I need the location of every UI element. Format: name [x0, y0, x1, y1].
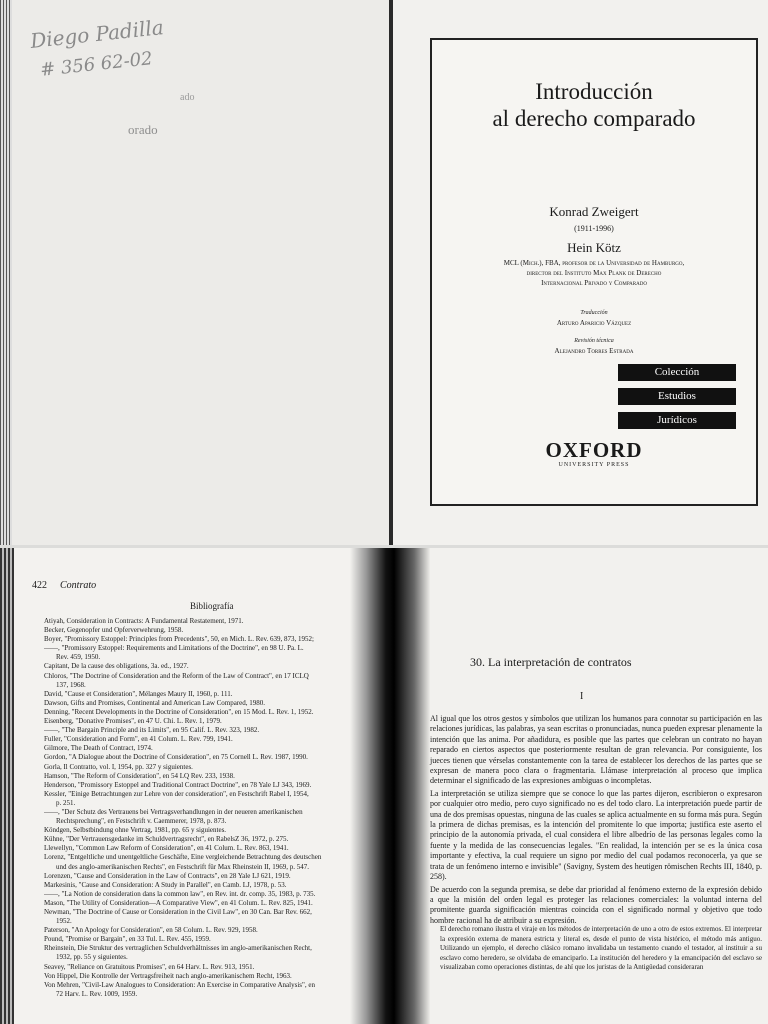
translation-label: Traducción	[580, 310, 608, 316]
bibliography-entry: Rheinstein, Die Struktur des vertraglichen Schuldverhältnisses im anglo-amerikanischen Recht,	[44, 944, 312, 953]
author-1-years: (1911-1996)	[574, 224, 614, 233]
book-title-line-1: Introducción	[535, 79, 653, 104]
bibliography-entry: Capitant, De la cause des obligations, 3a. ed., 1927.	[44, 662, 189, 671]
bibliography-entry: ——, "La Notion de consideration dans la common law", en Rev. int. dr. comp. 35, 1983, p. 735.	[44, 889, 316, 898]
bibliography-entry: 1952.	[56, 917, 72, 926]
bibliography-list	[44, 617, 354, 999]
bibliography-entry: Chloros, "The Doctrine of Consideration and the Reform of the Law of Contract", en 17 ICLQ	[44, 671, 309, 680]
handwritten-code: # 356 62-02	[39, 48, 154, 81]
book-title-line-2: al derecho comparado	[492, 106, 696, 131]
bibliography-entry: Paterson, "An Apology for Consideration", en 58 Colum. L. Rev. 929, 1958.	[44, 926, 258, 935]
reviewer-name: Alejandro Torres Estrada	[554, 347, 634, 355]
bibliography-entry: Henderson, "Promissory Estoppel and Traditional Contract Doctrine", en 78 Yale LJ 343, 1969.	[44, 780, 312, 789]
bibliography-entry: Von Hippel, Die Kontrolle der Vertragsfreiheit nach anglo-amerikanischem Recht, 1963.	[44, 971, 292, 980]
bibliography-entry: Seavey, "Reliance on Gratuitous Promises", en 64 Harv. L. Rev. 913, 1951.	[44, 962, 255, 971]
bibliography-entry: Becker, Gegenopfer und Opferverwehrung, 1958.	[44, 626, 184, 635]
collection-bar-1: Colección	[618, 364, 736, 381]
bibliography-entry: Fuller, "Consideration and Form", en 41 Colum. L. Rev. 799, 1941.	[44, 735, 233, 744]
bibliography-entry: Rev. 459, 1950.	[56, 653, 101, 662]
bibliography-entry: und des anglo-amerikanischen Rechts", en Festschrift für Max Rheinstein II, 1969, p. 547.	[56, 862, 310, 871]
publisher-logo: OXFORD	[545, 438, 643, 462]
faded-stamp-1: ado	[180, 92, 195, 103]
bibliography-entry: Rechtsprechung", en Festschrift v. Caemmerer, 1978, p. 873.	[56, 817, 227, 826]
publisher-subtitle: UNIVERSITY PRESS	[558, 462, 630, 468]
faded-stamp-2: orado	[128, 122, 158, 137]
bibliography-entry: Mason, "The Utility of Consideration—A Comparative View", en 41 Colum. L. Rev. 825, 1941.	[44, 898, 313, 907]
handwritten-owner-name: Diego Padilla	[29, 15, 165, 53]
bibliography-entry: Llewellyn, "Common Law Reform of Consideration", en 41 Colum. L. Rev. 863, 1941.	[44, 844, 289, 853]
bibliography-entry: Atiyah, Consideration in Contracts: A Fundamental Restatement, 1971.	[44, 617, 244, 625]
title-page-frame	[430, 38, 758, 506]
bibliography-entry: Gilmore, The Death of Contract, 1974.	[44, 744, 153, 753]
credential-line: director del Instituto Max Plank de Derecho	[526, 269, 662, 277]
scan-edge-shadow	[0, 0, 12, 545]
bibliography-entry: Lorenzen, "Cause and Consideration in the Law of Contracts", en 28 Yale LJ 621, 1919.	[44, 871, 291, 880]
bibliography-entry: Köndgen, Selbstbindung ohne Vertrag, 1981, pp. 65 y siguientes.	[44, 826, 227, 835]
author-2-credentials	[440, 258, 748, 288]
bibliography-entry: Newman, "The Doctrine of Cause or Consideration in the Civil Law", en 30 Can. Bar Rev. 662,	[44, 908, 312, 916]
bibliography-entry: 72 Harv. L. Rev. 1009, 1959.	[56, 989, 138, 998]
bibliography-entry: Markesinis, "Cause and Consideration: A Study in Parallel", en Camb. LJ, 1978, p. 53.	[44, 880, 287, 889]
bibliography-entry: p. 251.	[56, 798, 76, 807]
chapter-title: 30. La interpretación de contratos	[470, 655, 632, 669]
paragraph: La interpretación se utiliza siempre que se conoce lo que las partes dijeron, escribieron o expresaron por cualquier otro medio, pero cuyo significado no es del todo claro. La interpretación puede partir de una de dos premisas opuestas, ninguna de las cuales se aplica actualmente en su forma más pura. Según la primera de dichas premisas, es la intención del promitente lo que importa; justifica este aserto el principio de la autonomía privada, el cual considera el libre albedrío de las personas legales como la fuente y la medida de las consecuencias legales. "En realidad, la intención per se es la única cosa importante y efectiva, la cual requiere un signo por medio del cual podamos reconocerla, ya que se trata de un fenómeno interno e invisible" (Savigny, System des heutigen römischen Rechts III, 1840, p. 258).	[430, 788, 762, 882]
page-divider	[389, 0, 393, 545]
bibliography-entry: Denning, "Recent Developments in the Doctrine of Consideration", en 15 Mod. L. Rev. 1, 1952.	[44, 707, 314, 716]
page-number: 422	[32, 580, 47, 591]
bibliography-entry: Gorla, Il Contratto, vol. I, 1954, pp. 327 y siguientes.	[44, 762, 193, 771]
bibliography-entry: ——, "Promissory Estoppel: Requirements and Limitations of the Doctrine", en 98 U. Pa. L.	[44, 644, 304, 653]
book-spine-shadow	[350, 548, 430, 1024]
bibliography-entry: Lorenz, "Entgeltliche und unentgeltliche Geschäfte, Eine vergleichende Betrachtung des deutschen	[44, 853, 322, 862]
bibliography-entry: David, "Cause et Consideration", Mélanges Maury II, 1960, p. 111.	[44, 689, 233, 698]
bibliography-entry: Gordon, "A Dialogue about the Doctrine of Consideration", en 75 Cornell L. Rev. 1987, 1990.	[44, 753, 308, 762]
author-2: Hein Kötz	[567, 240, 621, 255]
review-label: Revisión técnica	[574, 338, 614, 344]
bibliography-entry: Boyer, "Promissory Estoppel: Principles from Precedents", 50, en Mich. L. Rev. 639, 873, 1952;	[44, 635, 314, 644]
collection-bar-2: Estudios	[618, 388, 736, 405]
top-left-scan	[0, 0, 390, 545]
book-title	[432, 78, 756, 132]
scan-edge-shadow	[0, 548, 14, 1024]
bibliography-entry: Kühne, "Der Vertrauensgedanke im Schuldvertragsrecht", en RabelsZ 36, 1972, p. 275.	[44, 835, 289, 844]
bibliography-entry: Dawson, Gifts and Promises, Continental and American Law Compared, 1980.	[44, 698, 266, 707]
bibliography-entry: Eisenberg, "Donative Promises", en 47 U. Chi. L. Rev. 1, 1979.	[44, 717, 222, 726]
bibliography-entry: ——, "The Bargain Principle and its Limits", en 95 Calif. L. Rev. 323, 1982.	[44, 726, 260, 735]
bibliography-entry: ——, "Der Schutz des Vertrauens bei Vertragsverhandlungen in der neueren amerikanischen	[44, 807, 303, 816]
bibliography-entry: 1932, pp. 55 y siguientes.	[56, 953, 128, 962]
body-text	[430, 714, 762, 928]
bibliography-entry: 137, 1968.	[56, 680, 86, 689]
paragraph: Al igual que los otros gestos y símbolos que utilizan los humanos para connotar su participación en las relaciones jurídicas, las palabras, ya sean escritas o pronunciadas, nunca pueden expresar plenamente la intención que las anima. Por añadidura, es posible que las partes que celebran un contrato no hayan reparado en ciertos aspectos que posteriormente resultan de gran relevancia. Por consiguiente, los jueces tienen que vérselas constantemente con la tarea de establecer los derechos de las partes que se expresan de manera poco clara o fragmentaria. Llámase interpretación al proceso que implica determinar el significado de las expresiones ambiguas o incompletas.	[430, 714, 762, 786]
bibliography-entry: Hamson, "The Reform of Consideration", en 54 LQ Rev. 233, 1938.	[44, 771, 235, 780]
collection-bar-3: Jurídicos	[618, 412, 736, 429]
author-1: Konrad Zweigert	[549, 204, 639, 219]
bibliography-entry: Von Mehren, "Civil-Law Analogues to Consideration: An Exercise in Comparative Analysis", en	[44, 980, 315, 989]
bibliography-entry: Pound, "Promise or Bargain", en 33 Tul. L. Rev. 455, 1959.	[44, 935, 211, 944]
section-numeral: I	[580, 691, 584, 702]
translator-name: Arturo Aparicio Vázquez	[556, 319, 632, 327]
bibliography-entry: Kessler, "Einige Betrachtungen zur Lehre von der consideration", en Festschrift Rabel I, 1954,	[44, 789, 309, 798]
paragraph: De acuerdo con la segunda premisa, se debe dar prioridad al fenómeno externo de la expresión debido a que la misión del orden legal es proteger las relaciones comerciales: la voluntad interna del promitente guarda significación mientras coincida con el significado normal y objetivo que todo hombre racional ha de atribuir a su expresión.	[430, 884, 762, 925]
running-head: Contrato	[60, 580, 97, 591]
bibliography-heading: Bibliografía	[190, 601, 234, 611]
credential-line: Internacional Privado y Comparado	[541, 279, 647, 287]
footnote-text: El derecho romano ilustra el viraje en los métodos de interpretación de uno a otro de estos extremos. El interpretar la expresión externa de manera estricta y literal es, desde el punto de vista histórico, el método más antiguo. Utilizando un ejemplo, el derecho clásico romano invalidaba un testamento cuando el testador, al instituir a su esclavo como heredero, se olvidaba de emanciparlo. La institución del heredero y la emancipación del esclavo se visualizaban como operaciones distintas, de ahí que los juristas de la Antigüedad consideraran	[440, 925, 762, 972]
credential-line: MCL (Mich.), FBA, profesor de la Universidad de Hamburgo,	[503, 259, 685, 267]
